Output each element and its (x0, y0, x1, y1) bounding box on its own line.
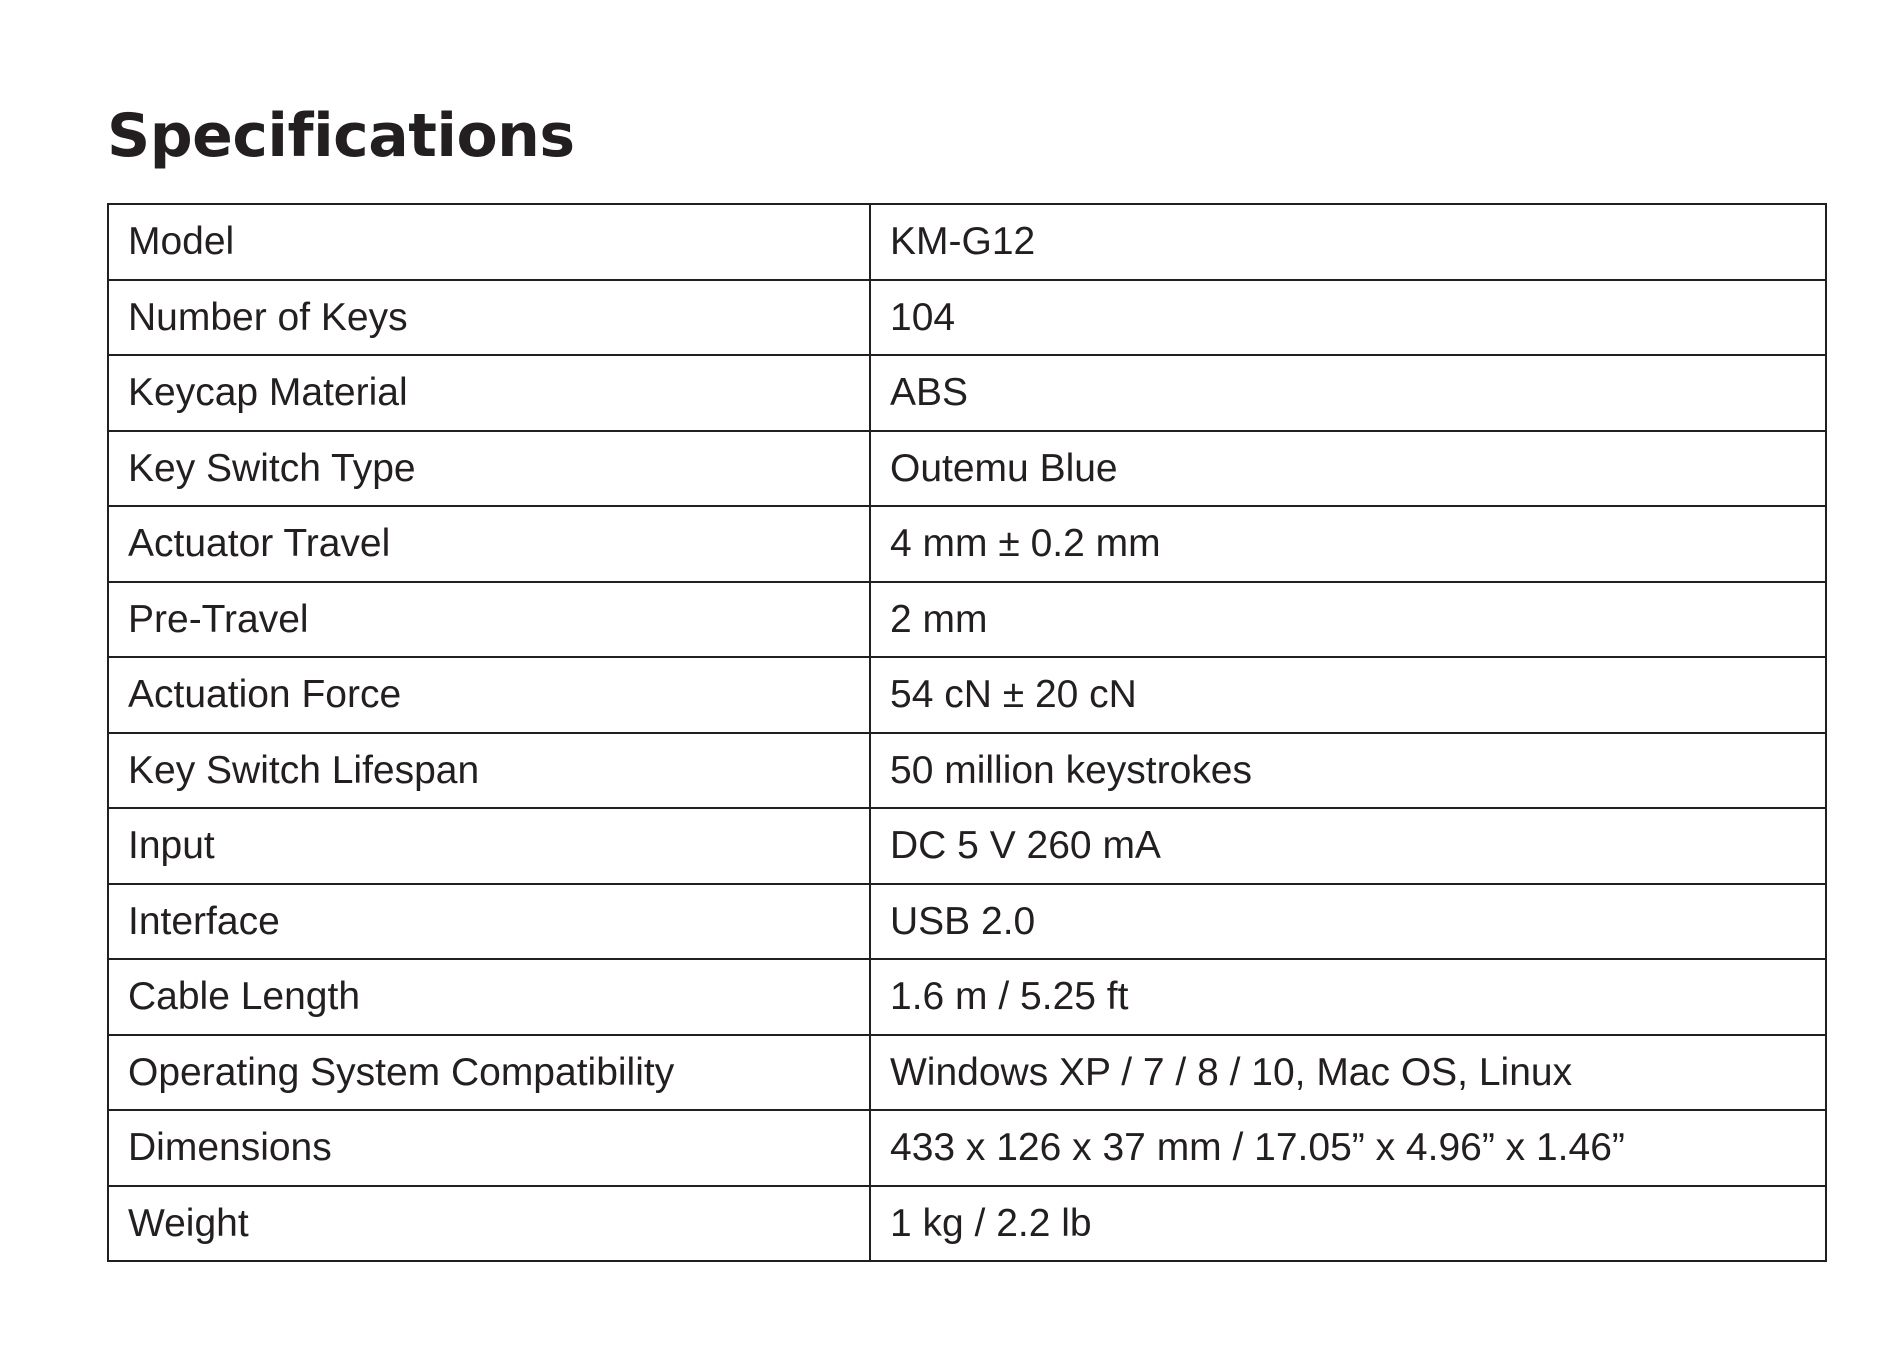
spec-value: 4 mm ± 0.2 mm (870, 506, 1826, 582)
table-row (108, 431, 1826, 507)
spec-value: KM-G12 (870, 204, 1826, 280)
spec-label: Operating System Compatibility (108, 1035, 870, 1111)
spec-label: Interface (108, 884, 870, 960)
spec-value: 433 x 126 x 37 mm / 17.05” x 4.96” x 1.46” (870, 1110, 1826, 1186)
table-row (108, 1110, 1826, 1186)
spec-value: 1 kg / 2.2 lb (870, 1186, 1826, 1262)
spec-value: USB 2.0 (870, 884, 1826, 960)
table-row (108, 808, 1826, 884)
table-row (108, 657, 1826, 733)
spec-value: ABS (870, 355, 1826, 431)
table-row (108, 1186, 1826, 1262)
spec-label: Key Switch Lifespan (108, 733, 870, 809)
spec-label: Model (108, 204, 870, 280)
table-row (108, 506, 1826, 582)
spec-label: Actuation Force (108, 657, 870, 733)
spec-label: Weight (108, 1186, 870, 1262)
spec-value: 104 (870, 280, 1826, 356)
table-row (108, 959, 1826, 1035)
spec-label: Key Switch Type (108, 431, 870, 507)
table-row (108, 1035, 1826, 1111)
spec-label: Keycap Material (108, 355, 870, 431)
table-row (108, 280, 1826, 356)
specifications-table (107, 203, 1827, 1262)
table-row (108, 204, 1826, 280)
table-row (108, 355, 1826, 431)
spec-label: Actuator Travel (108, 506, 870, 582)
page-title: Specifications (107, 101, 575, 171)
spec-value: Windows XP / 7 / 8 / 10, Mac OS, Linux (870, 1035, 1826, 1111)
spec-value: 2 mm (870, 582, 1826, 658)
spec-value: 50 million keystrokes (870, 733, 1826, 809)
spec-value: 1.6 m / 5.25 ft (870, 959, 1826, 1035)
spec-label: Cable Length (108, 959, 870, 1035)
table-row (108, 582, 1826, 658)
spec-label: Pre-Travel (108, 582, 870, 658)
spec-label: Input (108, 808, 870, 884)
spec-value: Outemu Blue (870, 431, 1826, 507)
spec-value: DC 5 V 260 mA (870, 808, 1826, 884)
table-row (108, 884, 1826, 960)
table-row (108, 733, 1826, 809)
spec-label: Dimensions (108, 1110, 870, 1186)
spec-value: 54 cN ± 20 cN (870, 657, 1826, 733)
spec-label: Number of Keys (108, 280, 870, 356)
